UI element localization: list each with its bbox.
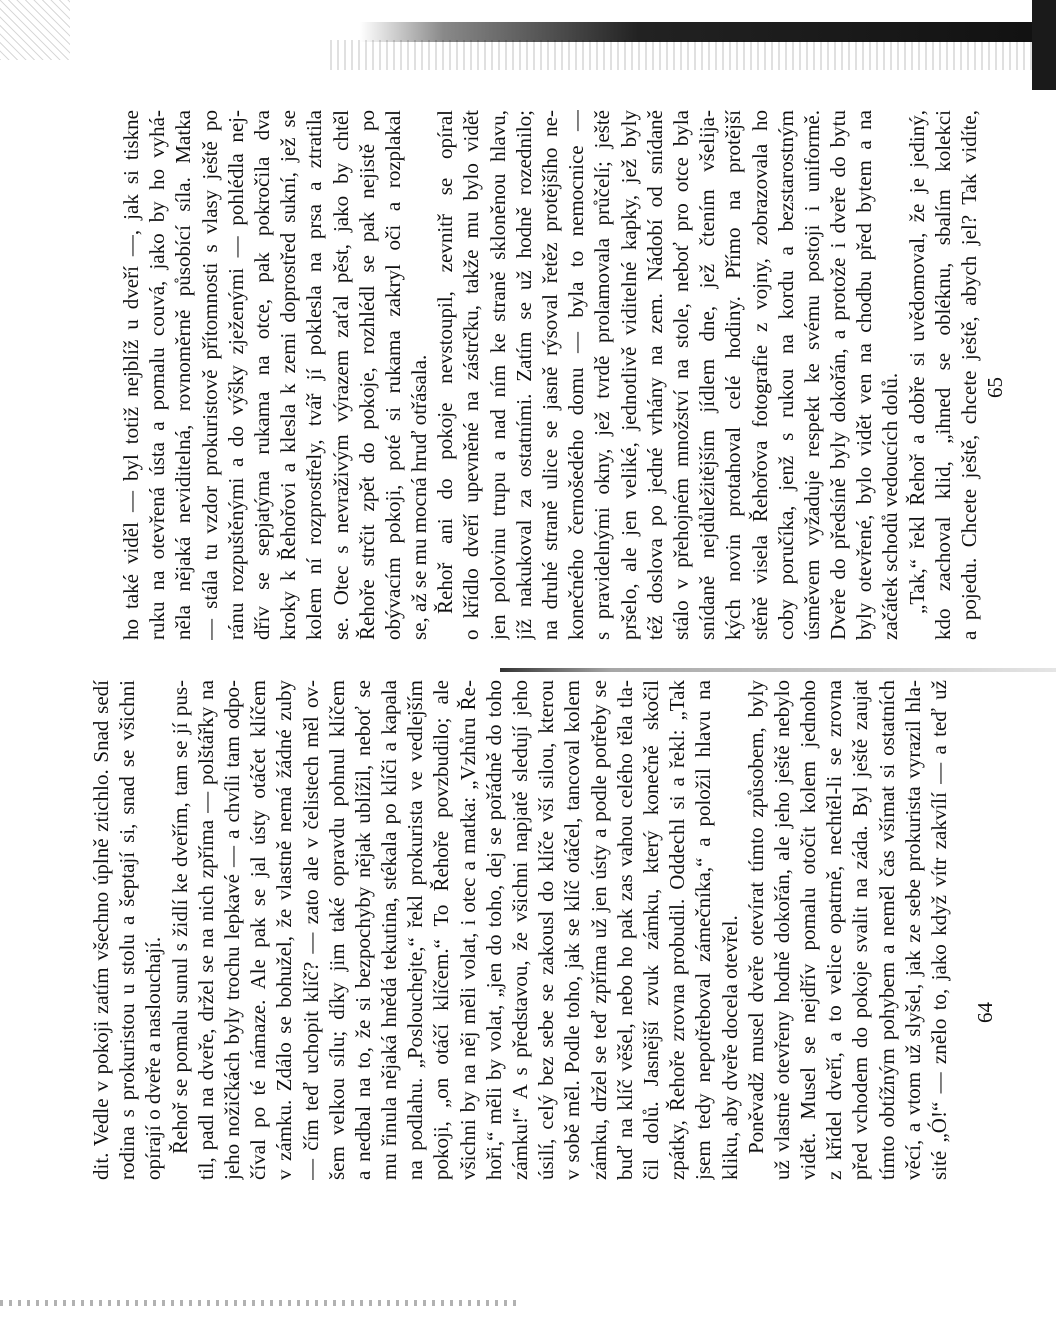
text-line: kolem ní rozprostřely, tvář jí poklesla na prsa a ztratila — [302, 110, 327, 640]
scan-edge-top-left — [0, 0, 70, 60]
left-page-number: 64 — [973, 1002, 997, 1023]
text-line: před vchodem do pokoje svalit na záda. Byl ještě zaujat — [848, 680, 873, 1180]
text-line: kroky k Řehořovi a klesla k zemi doprostřed sukní, jež se — [276, 110, 301, 640]
text-line: s pravidelnými okny, jež tvrdě prolamovala průčelí; ještě — [590, 110, 615, 640]
text-line: něla nějaká neviditelná, rovnoměrně působící síla. Matka — [171, 110, 196, 640]
text-line: o křídlo dveří upevněné na zástrčku, takže mu bylo vidět — [459, 110, 484, 640]
text-line: na podlahu. „Posloucheјte,“ řekl prokurista ve vedlejším — [403, 680, 428, 1180]
text-line: zpátky, Řehoře zrovna probudil. Oddechl si a řekl: „Tak — [665, 680, 690, 1180]
text-line: dřív se sepjatýma rukama na otce, pak pokročila dva — [249, 110, 274, 640]
text-line: jeho nožičkách byly trochu lepkavé — a chvíli tam odpo- — [219, 680, 244, 1180]
text-line: til, padl na dveře, držel se na nich zpříma — polštářky na — [193, 680, 218, 1180]
text-line: ruku na otevřená ústa a pomalu couvá, jako by ho vyhá- — [145, 110, 170, 640]
text-line: zámku!“ A s představou, že všichni napjatě sledují jeho — [508, 680, 532, 1180]
text-line: byly otevřené, bylo vidět ven na chodbu před bytem a na — [852, 110, 877, 640]
text-line: věcí, a vtom už slyšel, jak ze sebe prokurista vyrazil hla- — [900, 680, 925, 1180]
text-line: zámku, držel se teď zpříma už jen ústy a podle potřeby se — [586, 680, 611, 1180]
text-line: — čím teď uchopit klíč? — zato ale v čelistech měl ov- — [298, 680, 323, 1180]
text-line: též doslova po jedné vrhány na zem. Nádobí od snídaně — [642, 110, 667, 640]
text-line: jen polovinu trupu a nad ním ke straně skloněnou hlavu, — [485, 110, 510, 640]
scan-edge-top — [360, 22, 1056, 42]
scan-noise-top — [330, 40, 1056, 70]
text-line: Poněvadž musel dveře otevírat tímto způsobem, byly — [743, 680, 768, 1154]
text-line: vidět. Musel se nejdřív pomalu otočit kolem jednoho — [796, 680, 821, 1180]
text-line: stěně visela Řehořova fotografie z vojny, zobrazovala ho — [747, 110, 772, 640]
text-line: šem velkou sílu; díky jim také opravdu pohnul klíčem — [324, 680, 349, 1180]
text-line: pršelo, ale jen veliké, jednotlivě viditelné kapky, jež byly — [616, 110, 641, 640]
book-gutter — [500, 668, 1056, 672]
text-line: rodina s prokuristou u stolu a šeptají si, snad se všichni — [115, 680, 140, 1180]
text-line: úsměvem vyžaduje respekt ke svému postoji i uniformě. — [799, 110, 824, 640]
text-line: konečného černošedého domu — byla to nemocnice — — [564, 110, 589, 640]
text-line: na druhé straně ulice se jasně rýsoval řetěz protějšího ne- — [538, 110, 562, 640]
text-line: číval po té námaze. Ale pak se jal ústy otáčet klíčem — [246, 680, 271, 1180]
text-line: opírají o dveře a naslouchají. — [141, 936, 166, 1180]
text-line: Řehoř ani do pokoje nevstoupil, zevnitř se opíral — [433, 110, 458, 614]
text-line: hoři,“ měli by volat, „jen do toho, dej se pořádně do toho — [481, 680, 506, 1180]
text-line: buď na klíč věšel, nebo ho pak zas vahou celého těla tla- — [612, 680, 637, 1180]
text-line: jsem tedy nepotřeboval zámečníka,“ a položil hlavu na — [691, 680, 716, 1180]
text-line: ránu rozpuštěnými a do výšky zježenými — pohlédla nej- — [223, 110, 248, 640]
right-page-text — [118, 110, 982, 640]
text-line: všichni by na něj měli volat, i otec a matka: „Vzhůru Ře- — [455, 680, 480, 1180]
text-line: čil dolů. Jasnější zvuk zámku, který konečně skočil — [638, 680, 663, 1180]
text-line: se, až se mu mocná hruď otřásala. — [407, 354, 432, 640]
text-line: kdo zachoval klid, „ihned se obléknu, sbalím kolekci — [930, 110, 955, 640]
text-line: Dveře do předsíně byly dokořán, a protože i dveře do bytu — [826, 110, 851, 640]
text-line: snídaně nejdůležitějším jídlem dne, jež čtením všelija- — [695, 110, 720, 640]
text-line: coby poručíka, jenž s rukou na kordu a bezstarostným — [773, 110, 798, 640]
text-line: pokoji, „on otáčí klíčem.“ To Řehoře povzbudilo; ale — [429, 680, 454, 1180]
text-line: tímto obtížným pohybem a neměl čas všímat si ostatních — [874, 680, 899, 1180]
text-line: Řehoř se pomalu sunul s židlí ke dveřím, tam se jí pus- — [167, 680, 192, 1154]
scan-edge-bottom — [0, 1300, 520, 1306]
text-line: dit. Vedle v pokoji zatím všechno úplně ztichlo. Snad sedí — [89, 680, 113, 1180]
text-line: mu řinula nějaká hnědá tekutina, stékala po klíči a kapala — [377, 680, 402, 1180]
text-line: Řehoře strčit zpět do pokoje, rozhlédl se pak nejistě po — [354, 110, 379, 640]
text-line: kliku, aby dveře docela otevřel. — [717, 915, 742, 1180]
text-line: — stála tu vzdor prokuristově přítomnosti s vlasy ještě po — [197, 110, 222, 640]
text-line: v zámku. Zdálo se bohužel, že vlastně nemá žádné zuby — [272, 680, 297, 1180]
scan-edge-right — [1032, 0, 1056, 90]
text-line: kých novin protahoval celé hodiny. Přímo na protější — [721, 110, 746, 640]
text-line: stálo v přehojném množství na stole, neboť pro otce byla — [668, 110, 693, 640]
text-line: se. Otec s nevraživým výrazem zaťal pěst, jako by chtěl — [328, 110, 353, 640]
text-line: v sobě měl. Podle toho, jak se klíč otáčel, tancoval kolem — [560, 680, 585, 1180]
text-line: sité „Ó!“ — znělo to, jako když vítr zakvílí — a teď už — [927, 680, 951, 1180]
text-line: z křídel dveří, a to velice opatrně, nechtěl-li se zrovna — [822, 680, 847, 1180]
text-line: už vlastně otevřeny hodně dokořán, ale jeho ještě nebylo — [769, 680, 794, 1180]
text-line: a pojedu. Chcete ještě, chcete ještě, abych jel? Tak vidíte, — [957, 110, 981, 640]
text-line: úsilí, celý bez sebe se zakousl do klíče vší silou, kterou — [534, 680, 559, 1180]
text-line: a nedbal na to, že si bezpochyby nějak ublížil, neboť se — [350, 680, 375, 1180]
text-line: jíž nakukoval za ostatními. Zatím se už hodně rozednilo; — [511, 110, 536, 640]
text-line: „Tak,“ řekl Řehoř a dobře si uvědomoval, že je jediný, — [904, 110, 929, 614]
right-page-number: 65 — [983, 377, 1007, 398]
text-line: obývacím pokoji, poté si rukama zakryl oči a rozplakal — [380, 110, 405, 640]
text-line: začátek schodů vedoucích dolů. — [878, 372, 903, 640]
left-page-text — [88, 680, 952, 1180]
text-line: ho také viděl — byl totiž nejblíž u dveří —, jak si tiskne — [119, 110, 143, 640]
